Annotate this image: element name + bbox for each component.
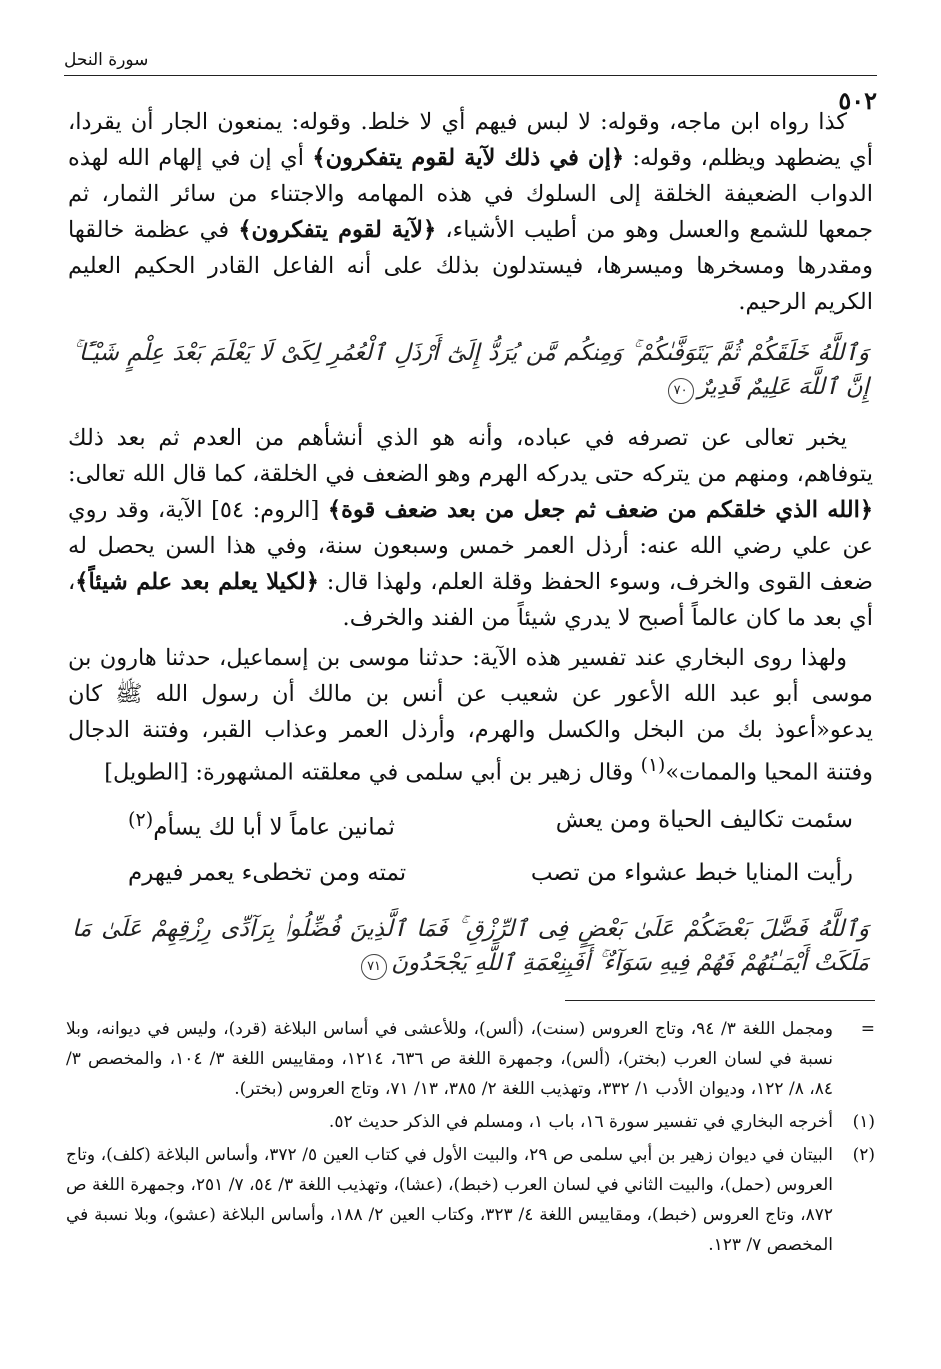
hemistich-text: ثمانين عاماً لا أبا لك يسأم	[153, 814, 395, 841]
ayah-text: وَٱللَّهُ فَضَّلَ بَعْضَكُمْ عَلَىٰ بَعْضٍ فِى ٱلرِّزْقِ ۚ فَمَا ٱلَّذِينَ فُضِّلُوا۟ بِرَآدِّى رِزْقِهِمْ عَلَىٰ مَا مَلَكَتْ أَيْمَـٰنُهُمْ فَهُمْ فِيهِ سَوَآءٌ ۚ أَفَبِنِعْمَةِ ٱللَّهِ يَجْحَدُونَ	[72, 916, 869, 977]
footnote-2	[66, 1140, 875, 1260]
quran-quote: ﴿إن في ذلك لآية لقوم يتفكرون﴾	[312, 145, 625, 171]
poem	[68, 797, 873, 897]
header-rule	[64, 75, 877, 76]
ayah-70	[68, 336, 873, 404]
poem-verse-1	[68, 797, 873, 851]
verse-first-hemistich: سئمت تكاليف الحياة ومن يعش	[555, 806, 853, 833]
paragraph-1	[68, 104, 873, 320]
page-header	[64, 42, 877, 115]
footnote-text: أخرجه البخاري في تفسير سورة ١٦، باب ١، ومسلم في الذكر حديث ٥٢.	[328, 1112, 833, 1132]
footnote-separator	[565, 1000, 875, 1001]
text: [الروم: ٥٤] الآية، وقد روي عن علي رضي الله عنه: أرذل العمر خمس وسبعون سنة، وفي هذا السن يحصل له ضعف القوى والخرف، وسوء الحفظ وقلة العلم، ولهذا قال:	[68, 497, 873, 595]
text: يخبر تعالى عن تصرفه في عباده، وأنه هو الذي أنشأهم من العدم ثم بعد ذلك يتوفاهم، ومنهم من يتركه حتى يدركه الهرم وهو الضعف في الخلقة، كما قال الله تعالى:	[68, 425, 873, 487]
quran-quote: ﴿الله الذي خلقكم من ضعف ثم جعل من بعد ضعف قوة﴾	[327, 497, 874, 523]
running-head-surah: سورة النحل	[64, 50, 149, 70]
quran-quote: ﴿لكيلا يعلم بعد علم شيئاً﴾	[75, 569, 319, 595]
footnote-marker: (١)	[852, 1112, 875, 1132]
page-number: ٥٠٢	[838, 86, 877, 115]
footnote-marker: =	[860, 1019, 875, 1039]
verse-first-hemistich: رأيت المنايا خبط عشواء من تصب	[530, 860, 853, 887]
verse-second-hemistich: تمته ومن تخطىء يعمر فيهرم	[128, 860, 407, 887]
text: كذا رواه ابن ماجه، وقوله: لا لبس فيهم أي لا خلط. وقوله: يمنعون الجار أن يقردا، أي يضطهد ويظلم، وقوله:	[68, 109, 873, 171]
footnote-ref-2[interactable]: (٢)	[128, 807, 154, 831]
verse-second-hemistich	[128, 797, 454, 851]
footnote-text: البيتان في ديوان زهير بن أبي سلمى ص ٢٩، والبيت الأول في كتاب العين ٥/ ٣٧٢، وأساس البلاغة (كلف)، وتاج العروس (حمل)، والبيت الثاني في لسان العرب (خبط)، (عشا)، وتهذيب اللغة ٣/ ٥٤، ٧/ ٢٥١، وجمهرة اللغة ص ٨٧٢، وتاج العروس (خبط)، ومقاييس اللغة ٤/ ٣٢٣، وكتاب العين ٢/ ١٨٨، وأساس البلاغة (عشو)، وبلا نسبة في المخصص ٧/ ١٢٣.	[66, 1145, 834, 1255]
text: وقال زهير بن أبي سلمى في معلقته المشهورة: [الطويل]	[104, 759, 641, 786]
footnotes	[66, 1014, 875, 1263]
main-text	[68, 104, 873, 996]
text: أي إن في إلهام الله لهذه الدواب الضعيفة الخلقة إلى السلوك في هذه المهامه والاجتناء من سائر الثمار، ثم جمعها للشمع والعسل وهو من أطيب الأشياء،	[68, 145, 873, 243]
footnote-marker: (٢)	[852, 1145, 875, 1165]
paragraph-3	[68, 640, 873, 791]
text: في عظمة خالقها ومقدرها ومسخرها وميسرها، فيستدلون بذلك على أنه الفاعل القادر الحكيم العليم الكريم الرحيم.	[68, 217, 873, 315]
poem-verse-2	[68, 850, 873, 896]
ayah-number-marker: ٧٠	[668, 378, 694, 404]
text: ، أي بعد ما كان عالماً أصبح لا يدري شيئاً من الفند والخرف.	[68, 569, 873, 631]
footnote-text: ومجمل اللغة ٣/ ٩٤، وتاج العروس (سنت)، (ألس)، وللأعشى في أساس البلاغة (قرد)، وليس في ديوانه، وبلا نسبة في لسان العرب (بختر)، (ألس)، وجمهرة اللغة ص ٦٣٦، ١٢١٤، ومقاييس اللغة ٣/ ١٠٤، والمخصص ٣/ ٨٤، ٨/ ١٢٢، وديوان الأدب ١/ ٣٣٢، وتهذيب اللغة ٢/ ٣٨٥، ١٣/ ٧١، وتاج العروس (بختر).	[66, 1019, 833, 1099]
quran-quote: ﴿لآية لقوم يتفكرون﴾	[238, 217, 437, 243]
footnote-continuation	[66, 1014, 875, 1104]
ayah-number-marker: ٧١	[361, 954, 387, 980]
text: ولهذا روى البخاري عند تفسير هذه الآية: حدثنا موسى بن إسماعيل، حدثنا هارون بن موسى أبو عبد الله الأعور عن شعيب عن أنس بن مالك أن رسول الله ﷺ كان يدعو«أعوذ بك من البخل والكسل والهرم، وأرذل العمر وعذاب القبر، وفتنة الدجال وفتنة المحيا والممات»	[68, 645, 873, 786]
footnote-1	[66, 1107, 875, 1137]
paragraph-2	[68, 420, 873, 636]
ayah-text: وَٱللَّهُ خَلَقَكُمْ ثُمَّ يَتَوَفَّىٰكُمْ ۚ وَمِنكُم مَّن يُرَدُّ إِلَىٰٓ أَرْذَلِ ٱلْعُمُرِ لِكَىْ لَا يَعْلَمَ بَعْدَ عِلْمٍ شَيْـًٔا ۚ إِنَّ ٱللَّهَ عَلِيمٌ قَدِيرٌ	[72, 340, 869, 400]
footnote-ref-1[interactable]: (١)	[640, 755, 666, 776]
ayah-71	[68, 912, 873, 980]
